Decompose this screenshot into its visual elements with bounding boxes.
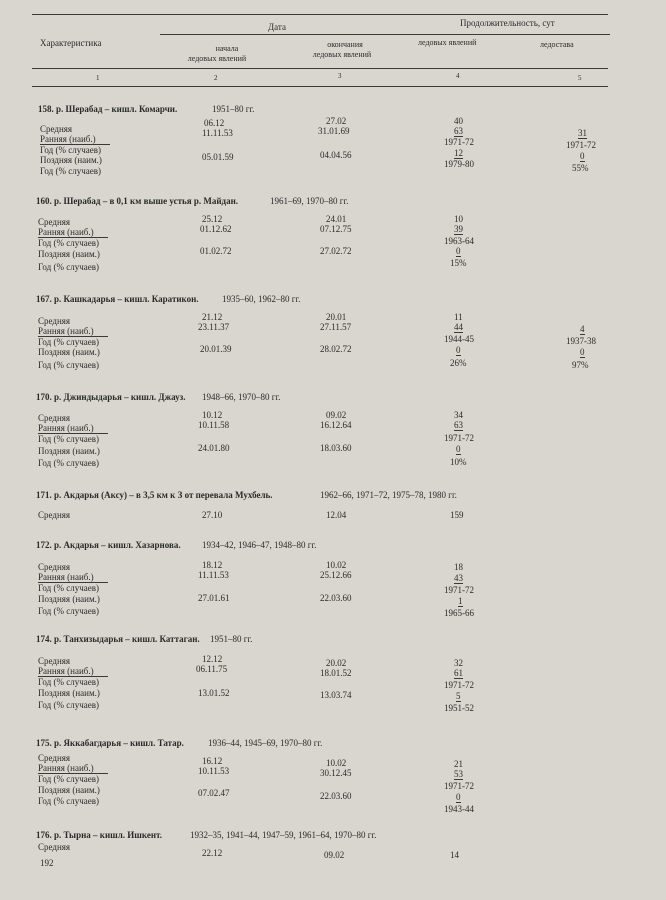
ice-max-year: 1971-72 <box>444 680 474 690</box>
freeze-min: 0 <box>580 151 585 161</box>
end-mean: 12.04 <box>326 510 347 520</box>
ice-min: 0 <box>456 246 461 256</box>
end-mean: 20.02 <box>326 658 347 668</box>
station-title: 170. р. Джиндыдарья – кишл. Джауз. <box>36 392 186 402</box>
freeze-max-year: 1937-38 <box>566 336 596 346</box>
end-early: 30.12.45 <box>320 768 352 778</box>
freeze-max: 4 <box>580 324 585 334</box>
start-late: 01.02.72 <box>200 246 232 256</box>
station-title: 172. р. Акдарья – кишл. Хазарнова. <box>36 540 181 550</box>
label-mean: Средняя <box>38 217 71 227</box>
ice-max: 53 <box>454 769 463 779</box>
ice-max: 43 <box>454 573 463 583</box>
ice-max-year: 1971-72 <box>444 137 474 147</box>
ice-min-year: 26% <box>450 358 467 368</box>
label-year: Год (% случаев) <box>38 700 99 710</box>
header-col-2: 2 <box>214 74 218 82</box>
ice-max-year: 1971-72 <box>444 781 474 791</box>
label-late: Поздняя (наим.) <box>38 347 100 357</box>
label-late: Поздняя (наим.) <box>38 785 100 795</box>
freeze-min-year: 97% <box>572 360 589 370</box>
label-early: Ранняя (наиб.) <box>38 763 108 774</box>
start-early: 10.11.58 <box>198 420 230 430</box>
station-period: 1961–69, 1970–80 гг. <box>270 196 349 206</box>
header-col-3: 3 <box>338 72 342 80</box>
header-end-1: окончания <box>327 40 363 49</box>
label-year: Год (% случаев) <box>38 238 99 248</box>
start-late: 20.01.39 <box>200 344 232 354</box>
ice-max-year: 1963-64 <box>444 236 474 246</box>
station-title: 176. р. Тырна – кишл. Ишкент. <box>36 830 163 840</box>
label-year: Год (% случаев) <box>38 796 99 806</box>
label-year: Год (% случаев) <box>38 360 99 370</box>
label-year: Год (% случаев) <box>40 145 101 155</box>
ice-mean: 159 <box>450 510 464 520</box>
ice-min: 0 <box>456 444 461 454</box>
label-year: Год (% случаев) <box>38 262 99 272</box>
end-late: 18.03.60 <box>320 443 352 453</box>
ice-max-year: 1971-72 <box>444 433 474 443</box>
ice-mean: 11 <box>454 312 463 322</box>
header-mid-rule <box>160 34 610 35</box>
station-period: 1951–80 гг. <box>212 104 255 114</box>
header-end-2: ледовых явлений <box>312 50 372 59</box>
start-late: 27.01.61 <box>198 593 230 603</box>
start-mean: 12.12 <box>202 654 223 664</box>
label-late: Поздняя (наим.) <box>40 155 102 165</box>
header-num-rule <box>32 68 608 69</box>
header-start-1: начала <box>215 44 239 53</box>
freeze-max: 31 <box>578 128 587 138</box>
ice-min-year: 15% <box>450 258 467 268</box>
label-late: Поздняя (наим.) <box>38 446 100 456</box>
end-early: 25.12.66 <box>320 570 352 580</box>
end-mean: 10.02 <box>326 758 347 768</box>
label-early: Ранняя (наиб.) <box>38 423 108 434</box>
label-mean: Средняя <box>38 316 71 326</box>
label-early: Ранняя (наиб.) <box>38 227 108 238</box>
start-mean: 22.12 <box>202 848 223 858</box>
label-late: Поздняя (наим.) <box>38 688 100 698</box>
start-mean: 18.12 <box>202 560 223 570</box>
label-year: Год (% случаев) <box>38 677 99 687</box>
label-mean: Средняя <box>40 124 73 134</box>
label-year: Год (% случаев) <box>38 458 99 468</box>
end-early: 07.12.75 <box>320 224 352 234</box>
end-late: 22.03.60 <box>320 593 352 603</box>
label-year: Год (% случаев) <box>38 606 99 616</box>
ice-max: 63 <box>454 420 463 430</box>
start-mean: 25.12 <box>202 214 223 224</box>
ice-mean: 10 <box>454 214 463 224</box>
start-mean: 16.12 <box>202 756 223 766</box>
station-title: 171. р. Акдарья (Аксу) – в 3,5 км к З от перевала Мухбель. <box>36 490 273 500</box>
ice-max: 61 <box>454 668 463 678</box>
end-late: 22.03.60 <box>320 791 352 801</box>
freeze-max-year: 1971-72 <box>566 140 596 150</box>
label-mean: Средняя <box>38 562 71 572</box>
end-late: 27.02.72 <box>320 246 352 256</box>
station-period: 1934–42, 1946–47, 1948–80 гг. <box>202 540 317 550</box>
end-mean: 24.01 <box>326 214 347 224</box>
label-mean: Средняя <box>38 510 71 520</box>
end-mean: 27.02 <box>326 116 347 126</box>
label-early: Ранняя (наиб.) <box>38 572 108 583</box>
station-period: 1948–66, 1970–80 гг. <box>202 392 281 402</box>
ice-min: 1 <box>458 596 463 606</box>
label-year: Год (% случаев) <box>38 583 99 593</box>
ice-mean: 18 <box>454 562 463 572</box>
ice-min-year: 10% <box>450 457 467 467</box>
label-year: Год (% случаев) <box>38 774 99 784</box>
ice-mean: 40 <box>454 116 463 126</box>
end-early: 18.01.52 <box>320 668 352 678</box>
header-ice-phenomena: ледовых явлений <box>418 38 477 47</box>
ice-min: 5 <box>456 691 461 701</box>
end-mean: 10.02 <box>326 560 347 570</box>
ice-max-year: 1971-72 <box>444 585 474 595</box>
ice-mean: 14 <box>450 850 459 860</box>
header-date: Дата <box>268 22 286 32</box>
header-top-rule <box>32 14 608 15</box>
page-number: 192 <box>40 858 54 868</box>
station-period: 1936–44, 1945–69, 1970–80 гг. <box>208 738 323 748</box>
end-early: 27.11.57 <box>320 322 352 332</box>
start-early: 06.11.75 <box>196 664 228 674</box>
ice-mean: 21 <box>454 759 463 769</box>
label-mean: Средняя <box>38 842 71 852</box>
ice-min: 0 <box>456 792 461 802</box>
start-mean: 10.12 <box>202 410 223 420</box>
ice-mean: 32 <box>454 658 463 668</box>
ice-max: 63 <box>454 126 463 136</box>
station-title: 158. р. Шерабад – кишл. Комарчи. <box>38 104 178 114</box>
freeze-min-year: 55% <box>572 163 589 173</box>
header-start-2: ледовых явлений <box>187 54 247 63</box>
freeze-min: 0 <box>580 347 585 357</box>
end-early: 31.01.69 <box>318 126 350 136</box>
start-early: 23.11.37 <box>198 322 230 332</box>
end-late: 04.04.56 <box>320 150 352 160</box>
ice-min-year: 1979-80 <box>444 159 474 169</box>
start-late: 07.02.47 <box>198 788 230 798</box>
header-bottom-rule <box>32 86 608 87</box>
start-late: 05.01.59 <box>202 152 234 162</box>
station-title: 174. р. Танхизыдарья – кишл. Каттаган. <box>36 634 200 644</box>
end-mean: 20.01 <box>326 312 347 322</box>
start-mean: 27.10 <box>202 510 223 520</box>
station-period: 1951–80 гг. <box>210 634 253 644</box>
end-early: 16.12.64 <box>320 420 352 430</box>
start-early: 01.12.62 <box>200 224 232 234</box>
station-title: 167. р. Кашкадарья – кишл. Каратикон. <box>36 294 199 304</box>
label-early: Ранняя (наиб.) <box>38 666 108 677</box>
header-col-1: 1 <box>96 74 100 82</box>
station-title: 175. р. Яккабагдарья – кишл. Татар. <box>36 738 184 748</box>
start-early: 11.11.53 <box>202 128 233 138</box>
station-title: 160. р. Шерабад – в 0,1 км выше устья р. Майдан. <box>36 196 239 206</box>
label-mean: Средняя <box>38 413 71 423</box>
ice-max-year: 1944-45 <box>444 334 474 344</box>
start-mean: 21.12 <box>202 312 223 322</box>
ice-min-year: 1951-52 <box>444 703 474 713</box>
label-year: Год (% случаев) <box>40 166 101 176</box>
label-year: Год (% случаев) <box>38 337 99 347</box>
label-early: Ранняя (наиб.) <box>38 326 108 337</box>
header-characteristic: Характеристика <box>40 38 102 48</box>
label-mean: Средняя <box>38 656 71 666</box>
ice-min: 0 <box>456 345 461 355</box>
end-mean: 09.02 <box>326 410 347 420</box>
station-period: 1962–66, 1971–72, 1975–78, 1980 гг. <box>320 490 457 500</box>
ice-min-year: 1965-66 <box>444 608 474 618</box>
header-col-5: 5 <box>578 74 582 82</box>
ice-max: 39 <box>454 224 463 234</box>
header-duration: Продолжительность, сут <box>460 18 555 28</box>
ice-min: 12 <box>454 148 463 158</box>
start-late: 24.01.80 <box>198 443 230 453</box>
ice-max: 44 <box>454 322 463 332</box>
start-mean: 06.12 <box>204 118 225 128</box>
start-early: 10.11.53 <box>198 766 230 776</box>
ice-min-year: 1943-44 <box>444 804 474 814</box>
station-period: 1935–60, 1962–80 гг. <box>222 294 301 304</box>
end-late: 28.02.72 <box>320 344 352 354</box>
header-freeze-up: ледостава <box>540 40 574 49</box>
label-early: Ранняя (наиб.) <box>40 134 110 145</box>
start-early: 11.11.53 <box>198 570 229 580</box>
ice-mean: 34 <box>454 410 463 420</box>
label-late: Поздняя (наим.) <box>38 249 100 259</box>
label-year: Год (% случаев) <box>38 434 99 444</box>
label-mean: Средняя <box>38 753 71 763</box>
start-late: 13.01.52 <box>198 688 230 698</box>
end-late: 13.03.74 <box>320 690 352 700</box>
header-col-4: 4 <box>456 72 460 80</box>
label-late: Поздняя (наим.) <box>38 594 100 604</box>
station-period: 1932–35, 1941–44, 1947–59, 1961–64, 1970–80 гг. <box>190 830 377 840</box>
end-mean: 09.02 <box>324 850 345 860</box>
